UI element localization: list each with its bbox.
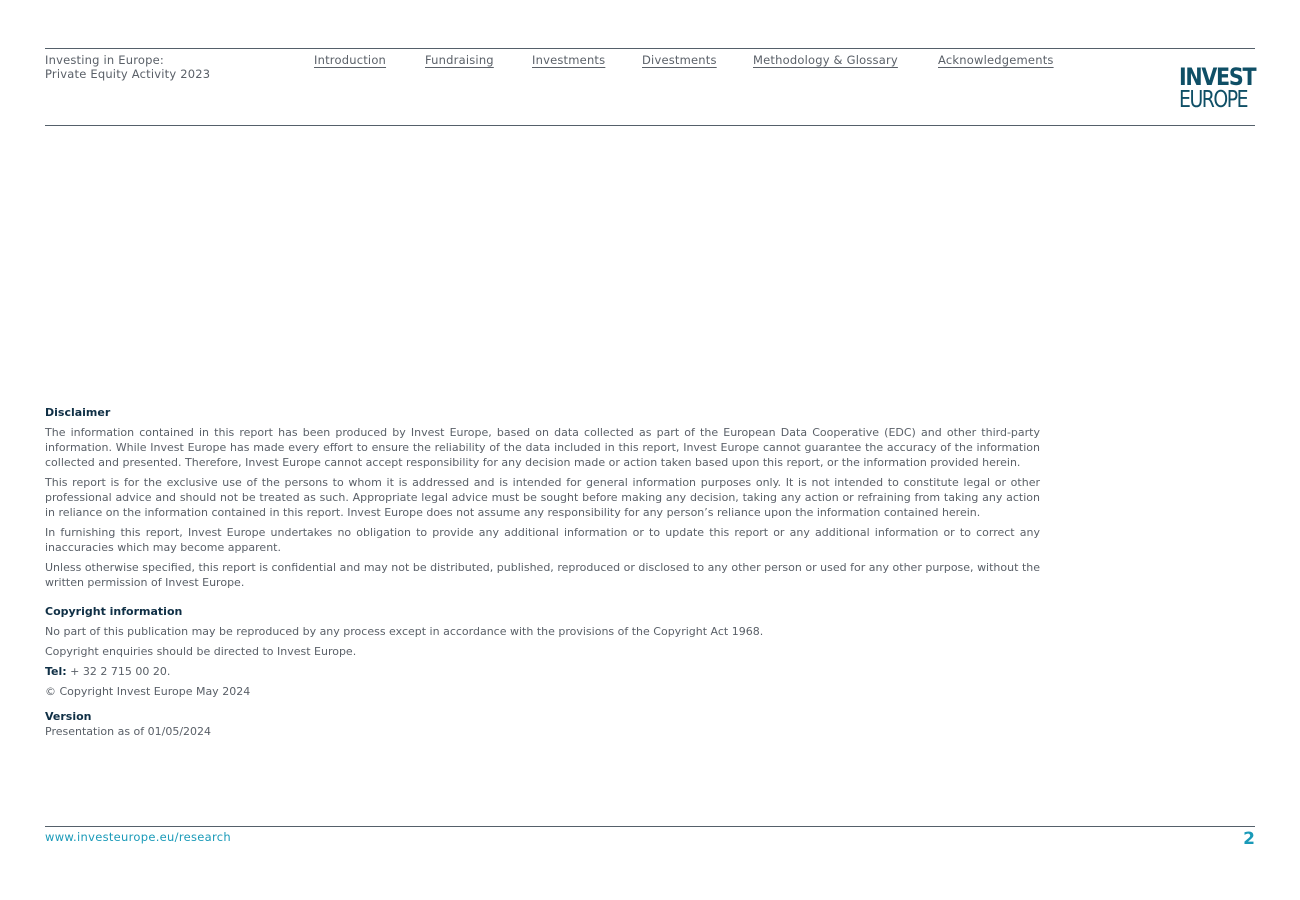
nav-link-introduction[interactable]: Introduction <box>314 53 387 67</box>
copyright-heading: Copyright information <box>45 605 183 618</box>
disclaimer-paragraph: In furnishing this report, Invest Europe undertakes no obligation to provide any additional information or to update this report or any additional information or to correct any inaccuracies which may become apparent. <box>45 526 1040 554</box>
logo-line1: INVEST <box>1179 63 1256 91</box>
page-number: 2 <box>1243 829 1255 849</box>
nav-link-divestments[interactable]: Divestments <box>642 53 717 67</box>
nav-link-methodology-glossary[interactable]: Methodology & Glossary <box>753 53 898 67</box>
legal-content <box>45 405 1040 739</box>
copyright-line: © Copyright Invest Europe May 2024 <box>45 685 251 698</box>
disclaimer-section <box>45 405 1040 590</box>
document-title-line2: Private Equity Activity 2023 <box>45 67 211 81</box>
disclaimer-paragraph: Unless otherwise specified, this report is confidential and may not be distributed, published, reproduced or disclosed to any other person or used for any other purpose, without the written permission of Invest Europe. <box>45 561 1040 589</box>
footer-research-link[interactable]: www.investeurope.eu/research <box>45 830 231 844</box>
header-divider <box>45 125 1255 126</box>
nav-link-fundraising[interactable]: Fundraising <box>425 53 494 67</box>
copyright-line: No part of this publication may be reproduced by any process except in accordance with the provisions of the Copyright Act 1968. <box>45 625 764 638</box>
top-divider <box>45 48 1255 49</box>
copyright-line: Copyright enquiries should be directed to Invest Europe. <box>45 645 357 658</box>
version-section <box>45 709 1040 739</box>
copyright-tel <box>45 664 1040 679</box>
copyright-section <box>45 604 1040 699</box>
tel-value: + 32 2 715 00 20. <box>66 665 171 678</box>
footer-divider <box>45 826 1255 827</box>
version-text: Presentation as of 01/05/2024 <box>45 725 212 738</box>
top-navigation <box>0 53 1300 71</box>
logo-line2: EUROPE <box>1179 87 1248 113</box>
tel-label: Tel: <box>45 665 67 678</box>
invest-europe-logo <box>1179 63 1257 113</box>
disclaimer-heading: Disclaimer <box>45 406 111 419</box>
disclaimer-paragraph: This report is for the exclusive use of the persons to whom it is addressed and is intended for general information purposes only. It is not intended to constitute legal or other professional advice and should not be treated as such. Appropriate legal advice must be sought before making any decision, taking any action or refraining from taking any action in reliance on the information contained in this report. Invest Europe does not assume any responsibility for any person’s reliance upon the information contained herein. <box>45 476 1040 519</box>
disclaimer-paragraph: The information contained in this report has been produced by Invest Europe, based on data collected as part of the European Data Cooperative (EDC) and other third-party information. While Invest Europe has made every effort to ensure the reliability of the data included in this report, Invest Europe cannot guarantee the accuracy of the information collected and presented. Therefore, Invest Europe cannot accept responsibility for any decision made or action taken based upon this report, or the information provided herein. <box>45 426 1040 469</box>
version-heading: Version <box>45 710 92 723</box>
document-title-line1: Investing in Europe: <box>45 53 164 67</box>
nav-link-acknowledgements[interactable]: Acknowledgements <box>938 53 1054 67</box>
nav-link-investments[interactable]: Investments <box>532 53 606 67</box>
